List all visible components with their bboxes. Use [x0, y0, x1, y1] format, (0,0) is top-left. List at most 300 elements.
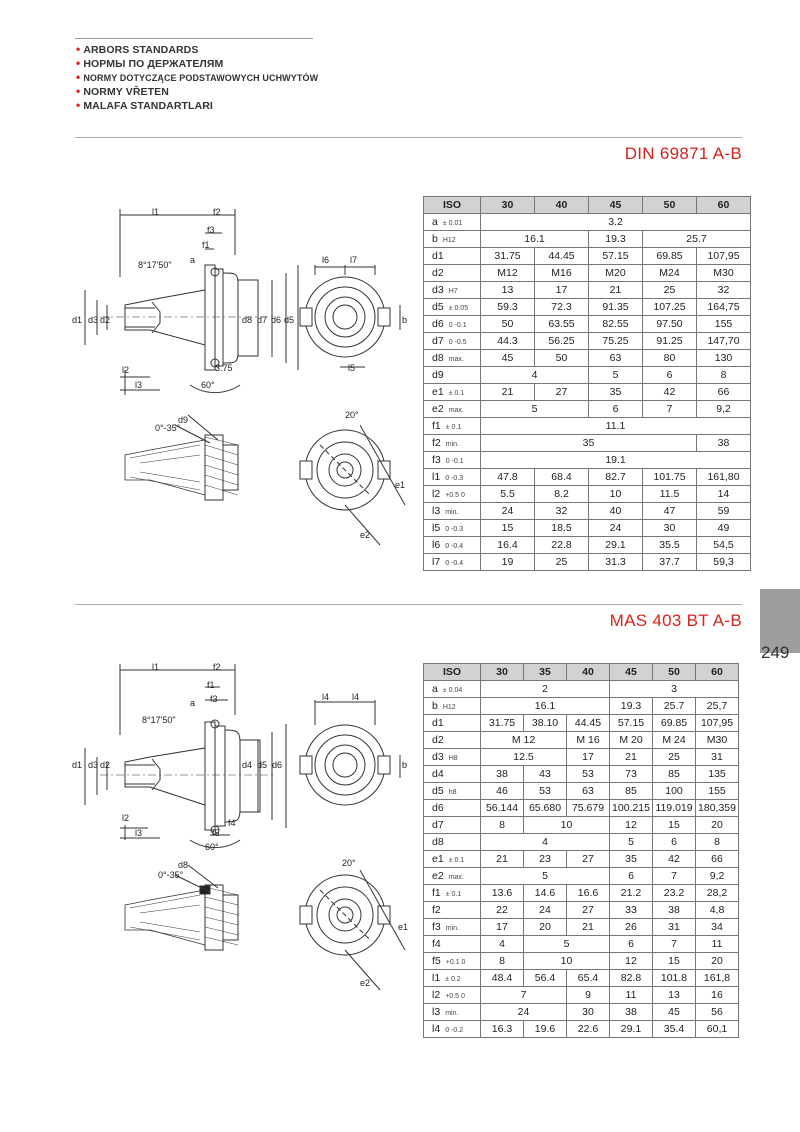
row-label: l3 min.	[424, 1004, 481, 1021]
table-cell: 38.10	[524, 715, 567, 732]
dimension-label: l1	[152, 662, 160, 672]
table-cell: 75.25	[589, 333, 643, 350]
dimension-label: d7	[257, 315, 268, 325]
table-cell: 14.6	[524, 885, 567, 902]
table-cell: 32	[535, 503, 589, 520]
table-cell: M24	[643, 265, 697, 282]
column-header: 45	[589, 197, 643, 214]
table-cell: 21	[567, 919, 610, 936]
table-cell: 32	[697, 282, 751, 299]
row-label: d6	[424, 800, 481, 817]
table-cell: 10	[524, 953, 610, 970]
table-cell: 16	[696, 987, 739, 1004]
tolerance-note: +0.5 0	[445, 993, 465, 1000]
table-row	[424, 384, 751, 401]
table-cell: 59	[697, 503, 751, 520]
table-row	[424, 817, 739, 834]
table-cell: 24	[481, 1004, 567, 1021]
table-row	[424, 469, 751, 486]
table-cell: 155	[696, 783, 739, 800]
table-cell: 19.3	[610, 698, 653, 715]
table-cell: 27	[535, 384, 589, 401]
row-label: d2	[424, 265, 481, 282]
tolerance-note: 0 -0.5	[448, 339, 467, 346]
table-cell: 57.15	[610, 715, 653, 732]
tolerance-note: ± 0.2	[445, 976, 461, 983]
dimension-label: e2	[360, 530, 371, 540]
table-cell: 40	[589, 503, 643, 520]
table-cell: 44.45	[567, 715, 610, 732]
dimension-label: 0°-35°	[158, 870, 184, 880]
column-header: 30	[481, 664, 524, 681]
row-label: b H12	[424, 231, 481, 248]
header-item	[76, 57, 318, 71]
table-cell: 25.7	[653, 698, 696, 715]
table-cell: 50	[535, 350, 589, 367]
table-row	[424, 554, 751, 571]
table-cell: 25	[535, 554, 589, 571]
table-cell: 135	[696, 766, 739, 783]
row-label: a ± 0.01	[424, 214, 481, 231]
table-cell: 82.8	[610, 970, 653, 987]
din-drawing-labels	[60, 195, 415, 585]
row-label: f4	[424, 936, 481, 953]
table-cell: 6	[653, 834, 696, 851]
standards-header-list	[76, 43, 318, 113]
table-cell: 22.6	[567, 1021, 610, 1038]
column-header: 60	[696, 664, 739, 681]
table-cell: 11.5	[643, 486, 697, 503]
bullet-icon: •	[76, 98, 81, 112]
dimension-label: 3.75	[215, 363, 233, 373]
table-cell: 13	[481, 282, 535, 299]
table-cell: 65.4	[567, 970, 610, 987]
bullet-icon: •	[76, 84, 81, 98]
tolerance-note: max.	[448, 407, 464, 414]
dimension-label: f2	[213, 662, 221, 672]
table-cell: 8.2	[535, 486, 589, 503]
table-cell: 21	[481, 384, 535, 401]
table-cell: 56	[696, 1004, 739, 1021]
table-cell: 25,7	[696, 698, 739, 715]
mas-spec-table	[423, 663, 739, 1038]
column-header: 60	[697, 197, 751, 214]
table-row	[424, 1004, 739, 1021]
table-cell: 13	[653, 987, 696, 1004]
column-header: 40	[535, 197, 589, 214]
dimension-label: l5	[348, 363, 356, 373]
dimension-label: 0°-35°	[155, 423, 181, 433]
table-cell: 85	[653, 766, 696, 783]
table-cell: 16.3	[481, 1021, 524, 1038]
dimension-label: l7	[350, 255, 358, 265]
table-row	[424, 537, 751, 554]
table-cell: 31	[653, 919, 696, 936]
table-cell: 31.3	[589, 554, 643, 571]
table-row	[424, 732, 739, 749]
tolerance-note: ± 0.1	[448, 390, 465, 397]
table-cell: 16.4	[481, 537, 535, 554]
table-row	[424, 953, 739, 970]
table-cell: 53	[567, 766, 610, 783]
table-cell: 31.75	[481, 248, 535, 265]
row-label: b H12	[424, 698, 481, 715]
table-cell: 22.8	[535, 537, 589, 554]
table-cell: 5	[481, 868, 610, 885]
table-cell: 69.85	[653, 715, 696, 732]
row-label: d1	[424, 248, 481, 265]
tolerance-note: H8	[448, 755, 458, 762]
din-spec-table	[423, 196, 751, 571]
table-cell: 54,5	[697, 537, 751, 554]
table-cell: 63.55	[535, 316, 589, 333]
table-row	[424, 749, 739, 766]
table-cell: 107.25	[643, 299, 697, 316]
table-cell: 6	[643, 367, 697, 384]
bullet-icon: •	[76, 70, 81, 84]
dimension-label: f1	[207, 680, 215, 690]
table-cell: 24	[524, 902, 567, 919]
table-row	[424, 418, 751, 435]
dimension-label: e2	[360, 978, 371, 988]
table-cell: 19	[481, 554, 535, 571]
row-label: d9	[424, 367, 481, 384]
dimension-label: d1	[72, 315, 83, 325]
dimension-label: f2	[213, 207, 221, 217]
tolerance-note: min.	[445, 509, 459, 516]
table-cell: 25.7	[643, 231, 751, 248]
table-cell: 34	[696, 919, 739, 936]
dimension-label: l6	[322, 255, 330, 265]
table-cell: 14	[697, 486, 751, 503]
table-cell: 16.6	[567, 885, 610, 902]
table-cell: 10	[524, 817, 610, 834]
table-cell: 30	[567, 1004, 610, 1021]
table-cell: 66	[697, 384, 751, 401]
table-cell: 161,8	[696, 970, 739, 987]
table-cell: M20	[589, 265, 643, 282]
table-cell: 25	[653, 749, 696, 766]
header-item-text: НОРМЫ ПО ДЕРЖАТЕЛЯМ	[83, 58, 224, 70]
row-label: d2	[424, 732, 481, 749]
row-label: d1	[424, 715, 481, 732]
table-cell: 45	[481, 350, 535, 367]
row-label: d3 H7	[424, 282, 481, 299]
dimension-label: l3	[135, 380, 143, 390]
table-cell: 45	[653, 1004, 696, 1021]
table-cell: 49	[697, 520, 751, 537]
table-cell: 35	[481, 435, 697, 452]
row-label: d5 ± 0.05	[424, 299, 481, 316]
header-item-text: ARBORS STANDARDS	[83, 44, 199, 56]
table-row	[424, 452, 751, 469]
dimension-label: d5	[284, 315, 295, 325]
table-cell: 38	[653, 902, 696, 919]
row-label: f5 +0.1 0	[424, 953, 481, 970]
table-cell: 60,1	[696, 1021, 739, 1038]
table-cell: 20	[524, 919, 567, 936]
tolerance-note: 0 -0.2	[445, 1027, 464, 1034]
row-label: d7 0 -0.5	[424, 333, 481, 350]
table-cell: 8	[697, 367, 751, 384]
tolerance-note: H12	[442, 704, 456, 711]
table-row	[424, 919, 739, 936]
table-cell: 20	[696, 953, 739, 970]
dimension-label: d8	[242, 315, 253, 325]
tolerance-note: ± 0.01	[442, 220, 463, 227]
tolerance-note: max.	[448, 874, 464, 881]
header-item	[76, 85, 318, 99]
tolerance-note: h8	[448, 789, 457, 796]
table-cell: 82.7	[589, 469, 643, 486]
table-cell: 85	[610, 783, 653, 800]
table-cell: 21.2	[610, 885, 653, 902]
table-row	[424, 851, 739, 868]
table-cell: 48.4	[481, 970, 524, 987]
table-cell: 19.1	[481, 452, 751, 469]
table-cell: 180,359	[696, 800, 739, 817]
row-label: e2 max.	[424, 401, 481, 418]
row-label: l4 0 -0.2	[424, 1021, 481, 1038]
bullet-icon: •	[76, 56, 81, 70]
row-label: l1 0 -0.3	[424, 469, 481, 486]
table-row	[424, 885, 739, 902]
table-row	[424, 902, 739, 919]
table-cell: 101.8	[653, 970, 696, 987]
row-label: l6 0 -0.4	[424, 537, 481, 554]
table-cell: 17	[535, 282, 589, 299]
dimension-label: f4	[228, 818, 236, 828]
row-label: d5 h8	[424, 783, 481, 800]
header-item-text: MALAFA STANDARTLARI	[83, 100, 213, 112]
dimension-label: 60°	[201, 380, 215, 390]
table-cell: 22	[481, 902, 524, 919]
table-cell: 69.85	[643, 248, 697, 265]
table-cell: 31	[696, 749, 739, 766]
header-item	[76, 43, 318, 57]
tolerance-note: max.	[448, 356, 464, 363]
table-cell: 161,80	[697, 469, 751, 486]
table-cell: 97.50	[643, 316, 697, 333]
table-cell: 29.1	[610, 1021, 653, 1038]
table-cell: 44.3	[481, 333, 535, 350]
table-cell: 5	[610, 834, 653, 851]
table-row	[424, 248, 751, 265]
table-cell: 9	[567, 987, 610, 1004]
table-cell: 12	[610, 953, 653, 970]
table-cell: 5	[589, 367, 643, 384]
dimension-label: a	[190, 698, 196, 708]
table-cell: 3	[610, 681, 739, 698]
table-cell: 24	[481, 503, 535, 520]
table-cell: M 20	[610, 732, 653, 749]
row-label: f1 ± 0.1	[424, 885, 481, 902]
table-cell: 15	[481, 520, 535, 537]
row-label: d6 0 -0.1	[424, 316, 481, 333]
section-title-mas: MAS 403 BT A-B	[609, 611, 742, 630]
table-cell: 68.4	[535, 469, 589, 486]
table-cell: 24	[589, 520, 643, 537]
table-row	[424, 367, 751, 384]
table-cell: 12	[610, 817, 653, 834]
table-row	[424, 970, 739, 987]
table-cell: 6	[589, 401, 643, 418]
table-row	[424, 766, 739, 783]
dimension-label: d2	[100, 760, 111, 770]
table-cell: 47	[643, 503, 697, 520]
row-label: d3 H8	[424, 749, 481, 766]
table-cell: 11	[610, 987, 653, 1004]
row-label: a ± 0.04	[424, 681, 481, 698]
column-header: 30	[481, 197, 535, 214]
dimension-label: d3	[88, 760, 99, 770]
table-cell: 38	[697, 435, 751, 452]
row-label: l1 ± 0.2	[424, 970, 481, 987]
table-cell: 50	[481, 316, 535, 333]
dimension-label: 60°	[205, 842, 219, 852]
table-cell: 53	[524, 783, 567, 800]
table-cell: 73	[610, 766, 653, 783]
table-cell: 56.144	[481, 800, 524, 817]
dimension-label: d6	[271, 315, 282, 325]
row-label: f2	[424, 902, 481, 919]
table-row	[424, 936, 739, 953]
mas-drawing-labels	[60, 660, 415, 1050]
table-row	[424, 231, 751, 248]
table-cell: 91.25	[643, 333, 697, 350]
dimension-label: d9	[178, 415, 189, 425]
row-label: d7	[424, 817, 481, 834]
column-header: ISO	[424, 197, 481, 214]
table-cell: 42	[653, 851, 696, 868]
table-cell: 8	[481, 817, 524, 834]
table-row	[424, 1021, 739, 1038]
table-cell: M16	[535, 265, 589, 282]
row-label: d8 max.	[424, 350, 481, 367]
table-cell: 80	[643, 350, 697, 367]
section-title-din: DIN 69871 A-B	[624, 144, 742, 163]
dimension-label: l4	[352, 692, 360, 702]
row-label: l7 0 -0.4	[424, 554, 481, 571]
tolerance-note: min.	[445, 925, 459, 932]
table-cell: M 12	[481, 732, 567, 749]
row-label: e1 ± 0.1	[424, 384, 481, 401]
header-item-text: NORMY VŘETEN	[83, 86, 169, 98]
dimension-label: d8	[178, 860, 189, 870]
dimension-label: d6	[272, 760, 283, 770]
row-label: d8	[424, 834, 481, 851]
dimension-label: f3	[210, 694, 218, 704]
table-cell: 7	[643, 401, 697, 418]
dimension-label: l2	[122, 813, 130, 823]
table-cell: 119.019	[653, 800, 696, 817]
table-cell: 31.75	[481, 715, 524, 732]
table-row	[424, 333, 751, 350]
table-cell: 47.8	[481, 469, 535, 486]
table-row	[424, 715, 739, 732]
tolerance-note: H7	[448, 288, 458, 295]
table-cell: 100	[653, 783, 696, 800]
table-cell: 23.2	[653, 885, 696, 902]
tolerance-note: +0.1 0	[445, 959, 466, 966]
table-cell: 59.3	[481, 299, 535, 316]
header-item	[76, 99, 318, 113]
row-label: l2 +0.5 0	[424, 987, 481, 1004]
table-cell: 33	[610, 902, 653, 919]
table-cell: M30	[697, 265, 751, 282]
row-label: f3 min.	[424, 919, 481, 936]
table-cell: 23	[524, 851, 567, 868]
table-cell: 7	[653, 936, 696, 953]
table-cell: 63	[589, 350, 643, 367]
dimension-label: e1	[395, 480, 406, 490]
tolerance-note: ± 0.1	[445, 891, 462, 898]
table-row	[424, 868, 739, 885]
table-cell: 3.2	[481, 214, 751, 231]
table-cell: 5	[524, 936, 610, 953]
table-cell: 46	[481, 783, 524, 800]
table-cell: 16.1	[481, 231, 589, 248]
tolerance-note: 0 -0.3	[445, 475, 464, 482]
column-header: 45	[610, 664, 653, 681]
table-cell: 9,2	[696, 868, 739, 885]
tolerance-note: +0.5 0	[445, 492, 465, 499]
table-row	[424, 282, 751, 299]
dimension-label: 20°	[345, 410, 359, 420]
dimension-label: l4	[322, 692, 330, 702]
column-header: ISO	[424, 664, 481, 681]
table-cell: 7	[653, 868, 696, 885]
table-cell: 29.1	[589, 537, 643, 554]
table-cell: 9,2	[697, 401, 751, 418]
table-cell: 6	[610, 936, 653, 953]
column-header: 50	[643, 197, 697, 214]
header-item-text: NORMY DOTYCZĄCE PODSTAWOWYCH UCHWYTÓW	[83, 73, 319, 83]
table-cell: M 24	[653, 732, 696, 749]
table-cell: 4	[481, 834, 610, 851]
table-cell: 7	[481, 987, 567, 1004]
row-label: d4	[424, 766, 481, 783]
table-cell: 59,3	[697, 554, 751, 571]
section-rule-mas	[75, 604, 742, 605]
table-cell: 30	[643, 520, 697, 537]
table-cell: 4	[481, 936, 524, 953]
table-cell: 5.5	[481, 486, 535, 503]
table-cell: 57.15	[589, 248, 643, 265]
table-cell: 155	[697, 316, 751, 333]
table-cell: M12	[481, 265, 535, 282]
dimension-label: 20°	[342, 858, 356, 868]
table-row	[424, 265, 751, 282]
table-cell: 15	[653, 817, 696, 834]
row-label: f3 0 -0.1	[424, 452, 481, 469]
row-label: f2 min.	[424, 435, 481, 452]
tolerance-note: H12	[442, 237, 456, 244]
table-cell: 43	[524, 766, 567, 783]
table-cell: 27	[567, 902, 610, 919]
table-header-row	[424, 664, 739, 681]
dimension-label: 8°17'50"	[138, 260, 172, 270]
row-label: e1 ± 0.1	[424, 851, 481, 868]
tolerance-note: 0 -0.1	[445, 458, 464, 465]
bullet-icon: •	[76, 42, 81, 56]
dimension-label: b	[402, 760, 408, 770]
table-cell: 35.5	[643, 537, 697, 554]
table-cell: 21	[610, 749, 653, 766]
table-cell: 37.7	[643, 554, 697, 571]
table-cell: 17	[567, 749, 610, 766]
row-label: e2 max.	[424, 868, 481, 885]
